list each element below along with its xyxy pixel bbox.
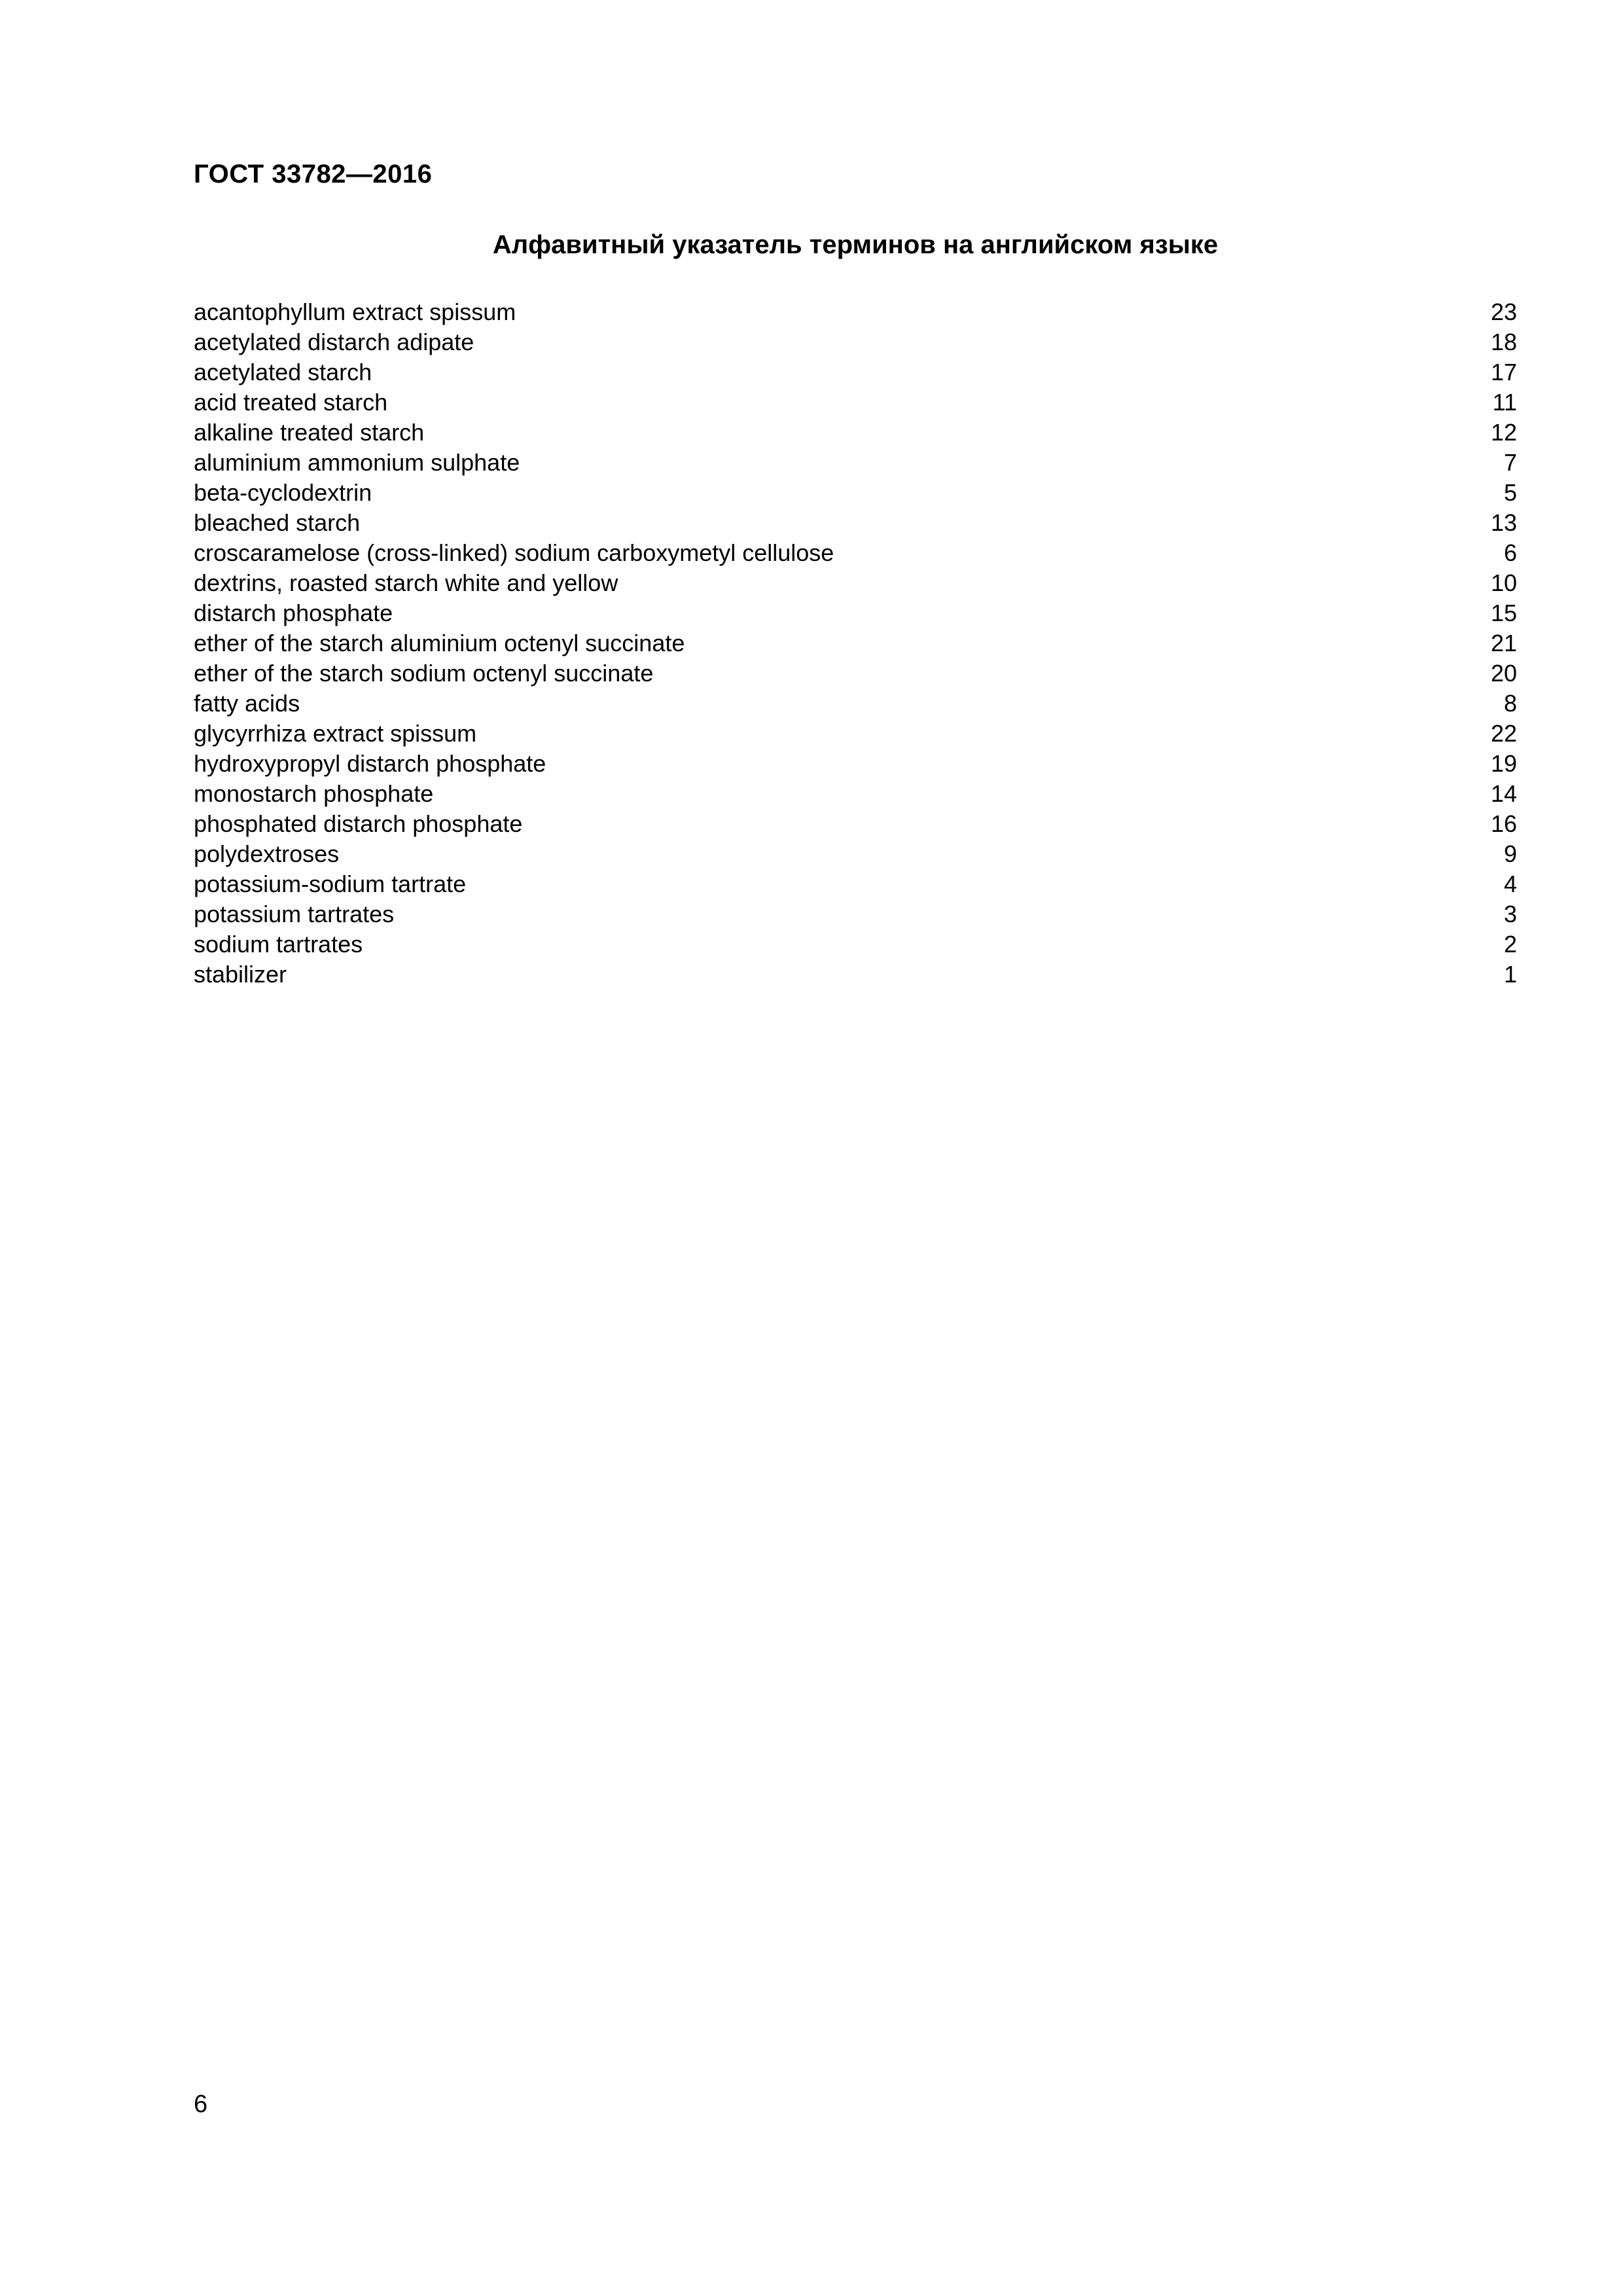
- index-term-number: 4: [1503, 870, 1517, 897]
- index-term-number: 14: [1490, 780, 1517, 807]
- index-term-number: 16: [1490, 810, 1517, 837]
- index-entry: [194, 297, 1517, 327]
- index-entry: [194, 839, 1517, 869]
- index-term: acid treated starch: [194, 389, 388, 416]
- index-entry: [194, 418, 1517, 448]
- index-term: beta-cyclodextrin: [194, 479, 372, 506]
- index-title: Алфавитный указатель терминов на английском языке: [492, 230, 1219, 259]
- index-term: croscaramelose (cross-linked) sodium carboxymetyl cellulose: [194, 539, 834, 566]
- index-entry: [194, 689, 1517, 719]
- index-entry: [194, 869, 1517, 899]
- index-term-number: 12: [1490, 419, 1517, 446]
- index-term-number: 1: [1503, 961, 1517, 988]
- index-term: potassium tartrates: [194, 901, 395, 927]
- index-term: monostarch phosphate: [194, 780, 434, 807]
- index-entry: [194, 387, 1517, 418]
- index-term-number: 3: [1503, 901, 1517, 927]
- index-term-number: 9: [1503, 840, 1517, 867]
- index-term-number: 21: [1490, 630, 1517, 656]
- index-entry: [194, 628, 1517, 658]
- index-term-number: 22: [1490, 720, 1517, 747]
- index-entry: [194, 960, 1517, 990]
- index-term: bleached starch: [194, 509, 361, 536]
- index-term-number: 13: [1490, 509, 1517, 536]
- index-term: polydextroses: [194, 840, 340, 867]
- index-term-number: 6: [1503, 539, 1517, 566]
- index-entry: [194, 508, 1517, 538]
- index-term-number: 5: [1503, 479, 1517, 506]
- index-entry: [194, 357, 1517, 387]
- index-entry: [194, 448, 1517, 478]
- index-term: acetylated distarch adipate: [194, 329, 474, 355]
- index-term-number: 8: [1503, 690, 1517, 717]
- index-term-number: 10: [1490, 569, 1517, 596]
- index-term: sodium tartrates: [194, 931, 363, 958]
- index-term: fatty acids: [194, 690, 300, 717]
- index-term-number: 19: [1490, 750, 1517, 777]
- index-term: distarch phosphate: [194, 600, 393, 626]
- index-term-number: 11: [1492, 389, 1517, 416]
- index-entry: [194, 749, 1517, 779]
- index-entry: [194, 809, 1517, 839]
- index-term: acantophyllum extract spissum: [194, 298, 516, 325]
- index-term: potassium-sodium tartrate: [194, 870, 467, 897]
- index-term: glycyrrhiza extract spissum: [194, 720, 477, 747]
- term-index-list: [194, 297, 1517, 990]
- index-term: ether of the starch sodium octenyl succinate: [194, 660, 654, 687]
- index-term-number: 15: [1490, 600, 1517, 626]
- index-term: dextrins, roasted starch white and yellow: [194, 569, 618, 596]
- index-entry: [194, 538, 1517, 568]
- index-term-number: 20: [1490, 660, 1517, 687]
- page-header-standard-code: ГОСТ 33782—2016: [194, 160, 433, 188]
- index-entry: [194, 478, 1517, 508]
- index-entry: [194, 899, 1517, 929]
- index-entry: [194, 598, 1517, 628]
- index-term-number: 23: [1490, 298, 1517, 325]
- index-term: stabilizer: [194, 961, 287, 988]
- index-entry: [194, 327, 1517, 357]
- index-term: acetylated starch: [194, 359, 372, 386]
- index-term-number: 17: [1490, 359, 1517, 386]
- index-term-number: 18: [1490, 329, 1517, 355]
- index-term: hydroxypropyl distarch phosphate: [194, 750, 546, 777]
- index-term: phosphated distarch phosphate: [194, 810, 523, 837]
- index-entry: [194, 929, 1517, 960]
- index-term-number: 2: [1503, 931, 1517, 958]
- index-entry: [194, 719, 1517, 749]
- page-number: 6: [194, 2090, 208, 2118]
- index-entry: [194, 779, 1517, 809]
- index-term: ether of the starch aluminium octenyl succinate: [194, 630, 685, 656]
- index-entry: [194, 568, 1517, 598]
- index-term: aluminium ammonium sulphate: [194, 449, 520, 476]
- index-entry: [194, 658, 1517, 689]
- index-term-number: 7: [1503, 449, 1517, 476]
- index-term: alkaline treated starch: [194, 419, 425, 446]
